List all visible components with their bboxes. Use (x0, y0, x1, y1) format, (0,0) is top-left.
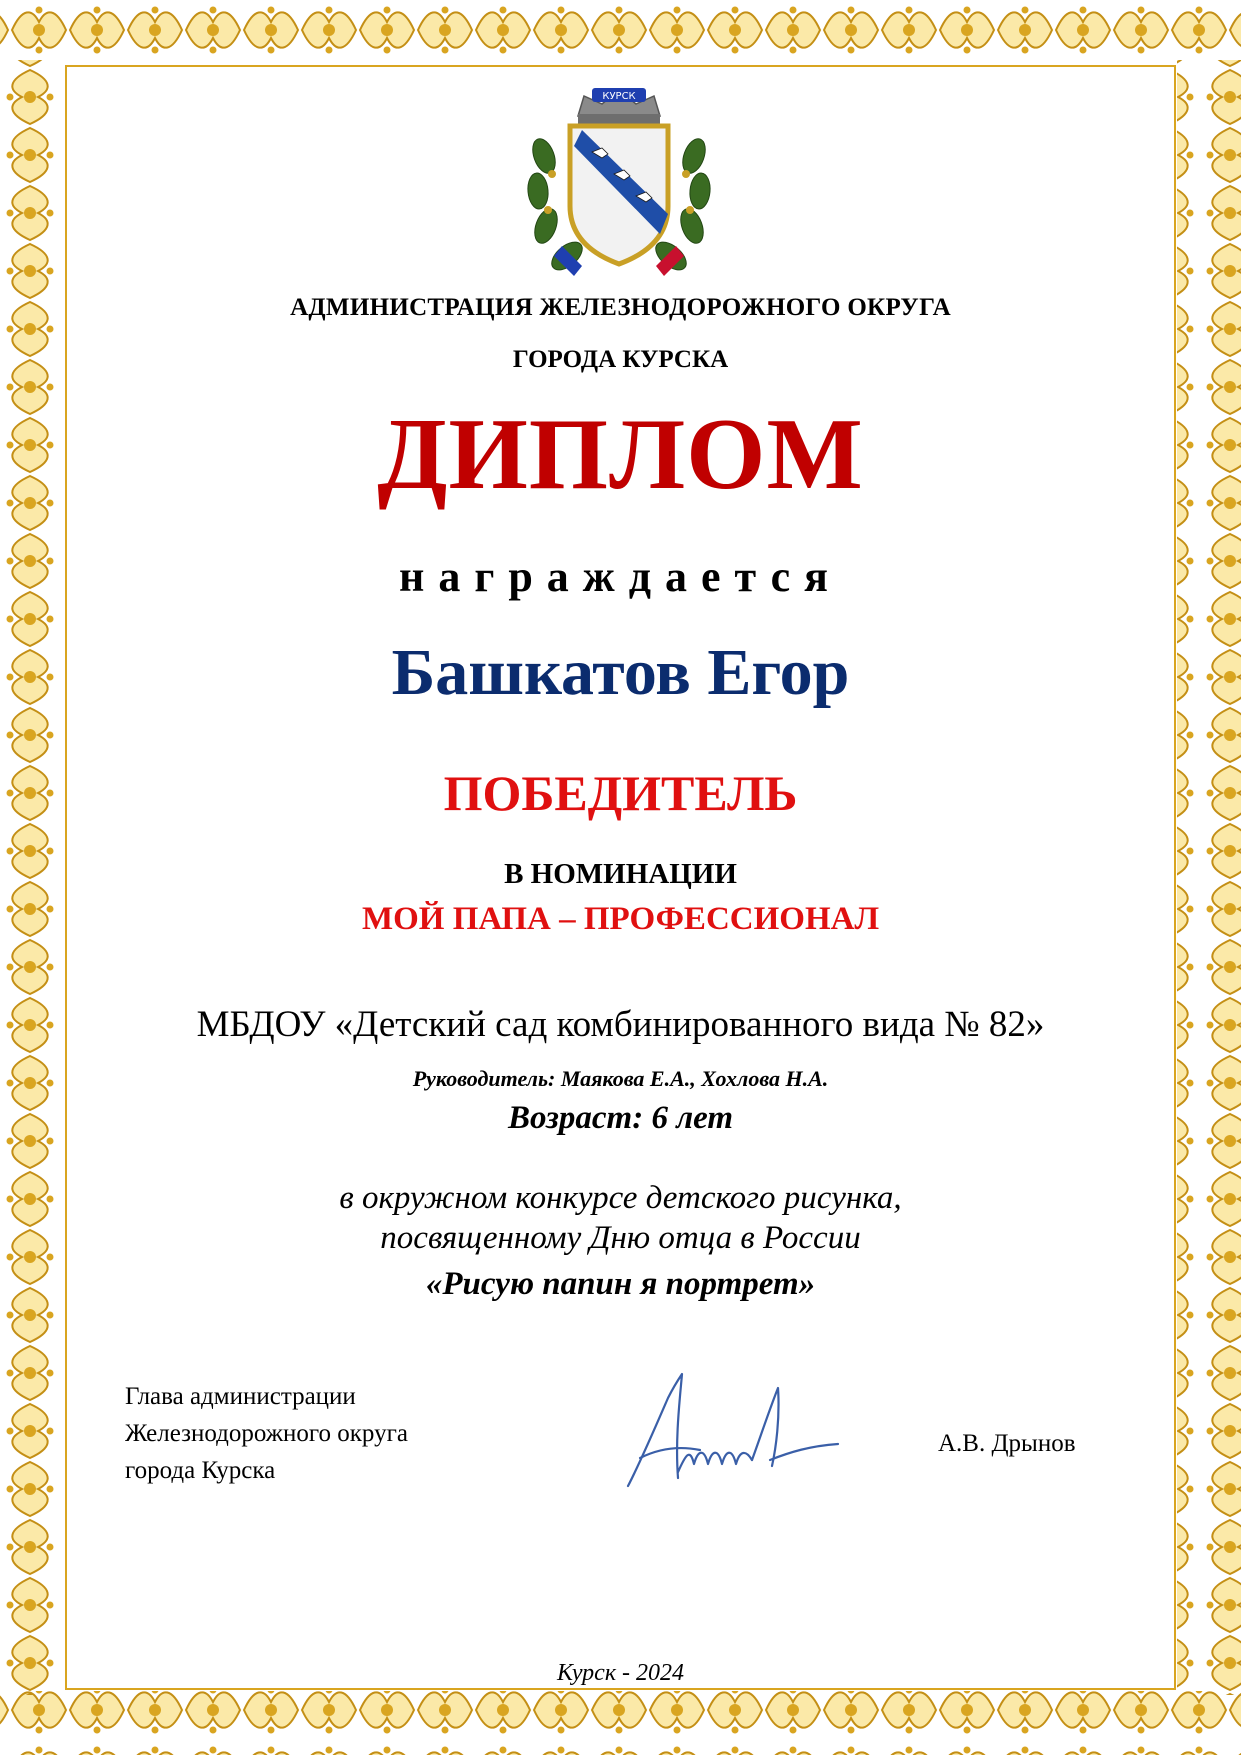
footer-city-year: Курск - 2024 (556, 1660, 685, 1686)
contest-line-2: посвященному Дню отца в России (380, 1220, 861, 1256)
status-title: ПОБЕДИТЕЛЬ (443, 765, 798, 821)
signatory-position-line: Глава администрации (125, 1383, 356, 1410)
header-line-1: АДМИНИСТРАЦИЯ ЖЕЛЕЗНОДОРОЖНОГО ОКРУГА (290, 294, 951, 321)
signatory-position (125, 1378, 408, 1489)
awarded-text: награждается (399, 552, 842, 601)
nomination-title: МОЙ ПАПА – ПРОФЕССИОНАЛ (361, 901, 880, 937)
age-text: Возраст: 6 лет (507, 1100, 734, 1136)
recipient-name: Башкатов Егор (391, 636, 850, 709)
signatory-name: А.В. Дрынов (938, 1430, 1076, 1457)
signatory-position-line: Железнодорожного округа (125, 1420, 408, 1447)
nomination-label: В НОМИНАЦИИ (504, 858, 737, 890)
handwritten-signature (620, 1368, 842, 1496)
contest-line-1: в окружном конкурсе детского рисунка, (339, 1180, 902, 1216)
leader-text: Руководитель: Маякова Е.А., Хохлова Н.А. (412, 1066, 829, 1091)
kursk-coat-of-arms-icon (522, 86, 716, 282)
signatory-position-line: города Курска (125, 1457, 276, 1484)
institution-name: МБДОУ «Детский сад комбинированного вида № 82» (196, 1004, 1045, 1045)
contest-name: «Рисую папин я портрет» (425, 1266, 816, 1302)
header-line-2: ГОРОДА КУРСКА (512, 346, 729, 373)
document-title: ДИПЛОМ (377, 398, 864, 511)
emblem-ribbon-text: КУРСК (602, 91, 636, 102)
